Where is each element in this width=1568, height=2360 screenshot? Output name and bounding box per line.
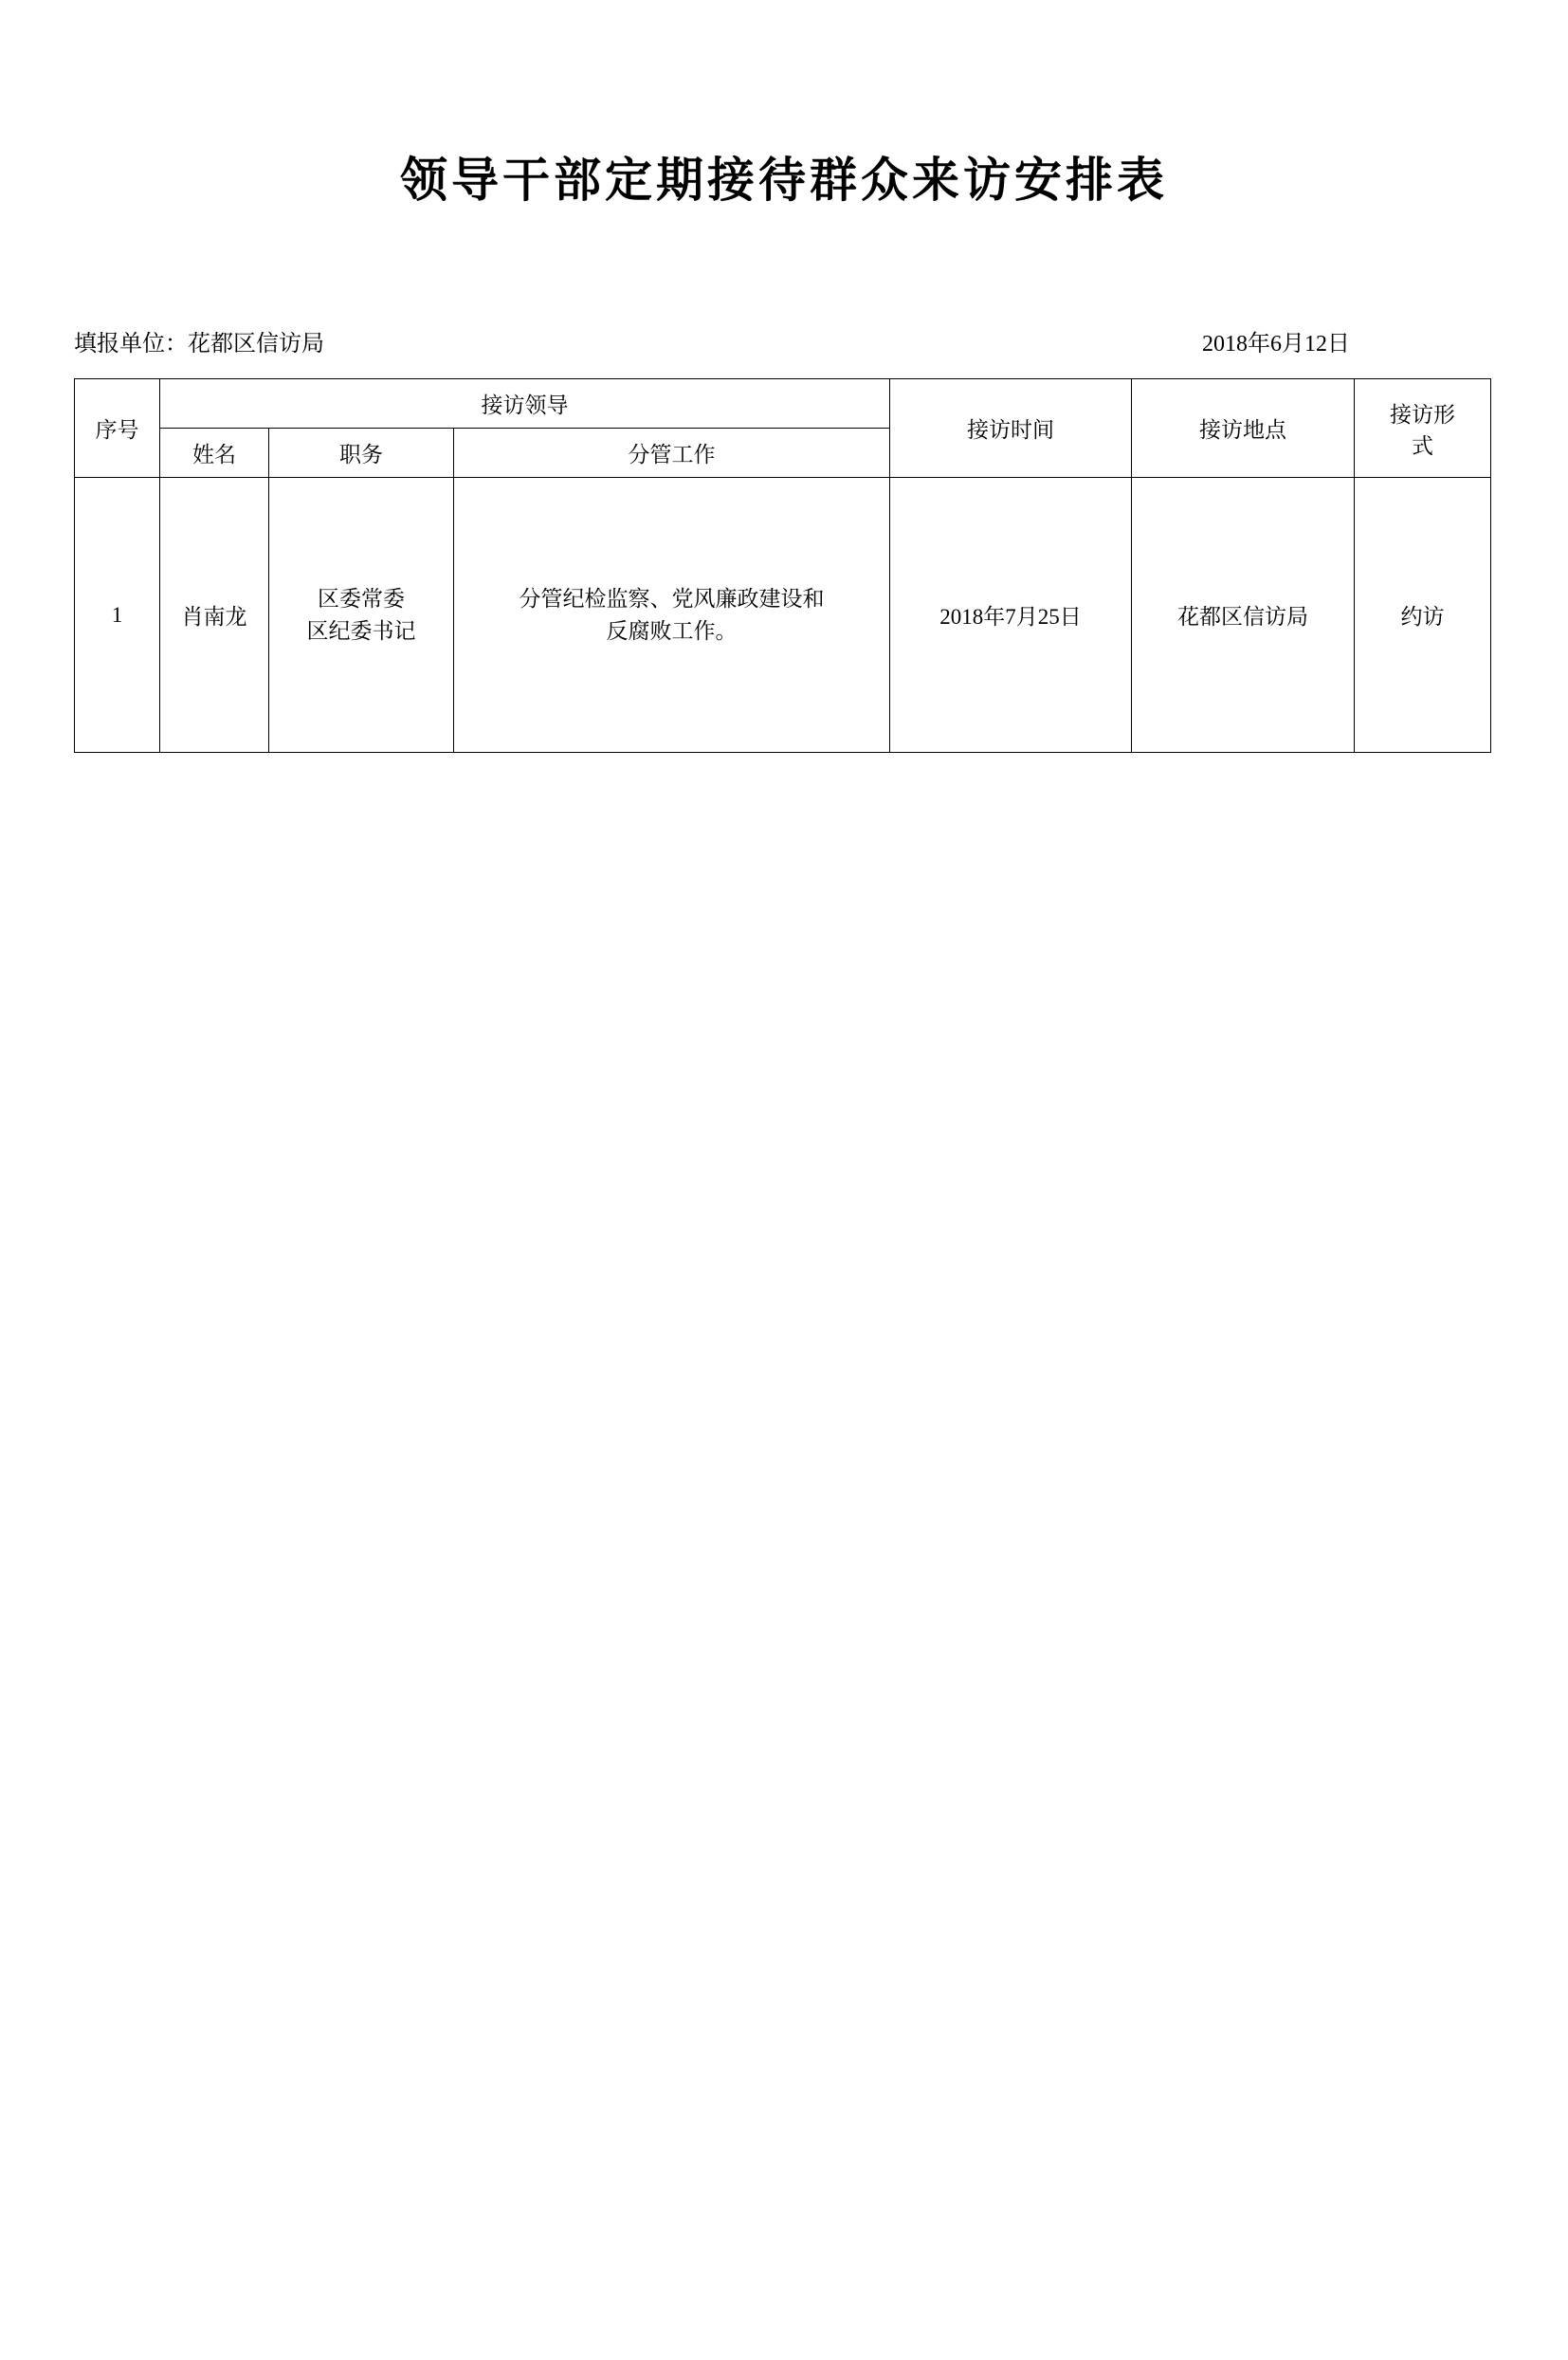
column-header-seq: 序号 — [75, 379, 160, 478]
column-header-form-line1: 接访形 — [1390, 402, 1455, 427]
column-header-duty: 分管工作 — [454, 429, 890, 478]
table-header-row-top — [75, 379, 1491, 429]
document-page — [0, 142, 1568, 2360]
column-header-form — [1355, 379, 1491, 478]
page-title: 领导干部定期接待群众来访安排表 — [400, 154, 1168, 207]
cell-place: 花都区信访局 — [1132, 478, 1355, 753]
column-header-form-line2: 式 — [1412, 433, 1433, 458]
cell-form: 约访 — [1355, 478, 1491, 753]
table-row — [75, 478, 1491, 753]
report-date: 2018年6月12日 — [1202, 332, 1350, 357]
cell-time: 2018年7月25日 — [890, 478, 1132, 753]
column-header-time: 接访时间 — [890, 379, 1132, 478]
reporting-unit-label: 填报单位：花都区信访局 — [74, 332, 324, 357]
cell-post-line2: 区纪委书记 — [306, 618, 416, 643]
cell-duty-line2: 反腐败工作。 — [606, 618, 738, 643]
column-header-leader-group: 接访领导 — [160, 379, 890, 429]
schedule-table — [74, 378, 1491, 753]
column-header-name: 姓名 — [160, 429, 269, 478]
cell-seq: 1 — [75, 478, 160, 753]
cell-post — [269, 478, 454, 753]
cell-duty-line1: 分管纪检监察、党风廉政建设和 — [519, 587, 825, 612]
cell-duty — [454, 478, 890, 753]
column-header-place: 接访地点 — [1132, 379, 1355, 478]
cell-name: 肖南龙 — [160, 478, 269, 753]
meta-row — [0, 324, 1568, 357]
column-header-post: 职务 — [269, 429, 454, 478]
cell-post-line1: 区委常委 — [318, 587, 405, 612]
